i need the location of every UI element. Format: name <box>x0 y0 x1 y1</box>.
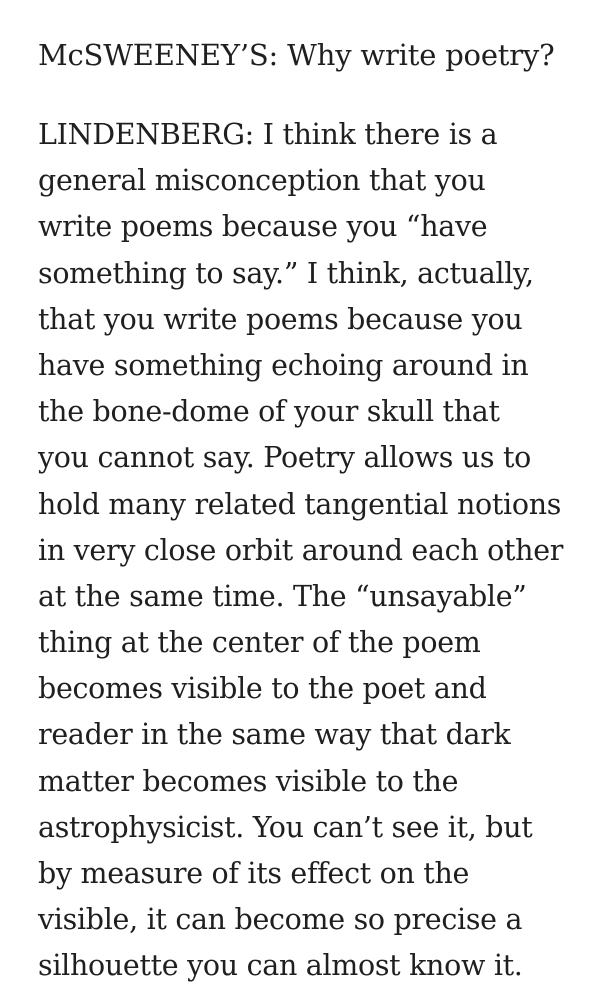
answer-line: at the same time. The “unsayable” <box>38 579 527 613</box>
interview-question: McSWEENEY’S: Why write poetry? <box>38 38 555 72</box>
answer-line: hold many related tangential notions <box>38 487 562 521</box>
answer-line: astrophysicist. You can’t see it, but <box>38 810 533 844</box>
answer-line: thing at the center of the poem <box>38 626 481 660</box>
answer-line: in very close orbit around each other <box>38 533 564 567</box>
answer-line: by measure of its effect on the <box>38 857 470 890</box>
answer-line: something to say.” I think, actually, <box>38 256 534 290</box>
answer-line: becomes visible to the poet and <box>38 672 487 706</box>
answer-line: that you write poems because you <box>38 302 523 336</box>
answer-line: matter becomes visible to the <box>38 764 459 798</box>
answer-line: write poems because you “have <box>38 210 488 244</box>
answer-line: LINDENBERG: I think there is a <box>38 118 498 151</box>
interview-answer <box>38 112 578 990</box>
answer-line: reader in the same way that dark <box>38 718 511 752</box>
answer-line: silhouette you can almost know it. <box>38 949 523 983</box>
answer-line: visible, it can become so precise a <box>38 903 523 937</box>
answer-line: you cannot say. Poetry allows us to <box>38 441 531 475</box>
answer-line: the bone-dome of your skull that <box>38 395 500 429</box>
answer-line: have something echoing around in <box>38 348 529 382</box>
answer-line: general misconception that you <box>38 164 486 198</box>
